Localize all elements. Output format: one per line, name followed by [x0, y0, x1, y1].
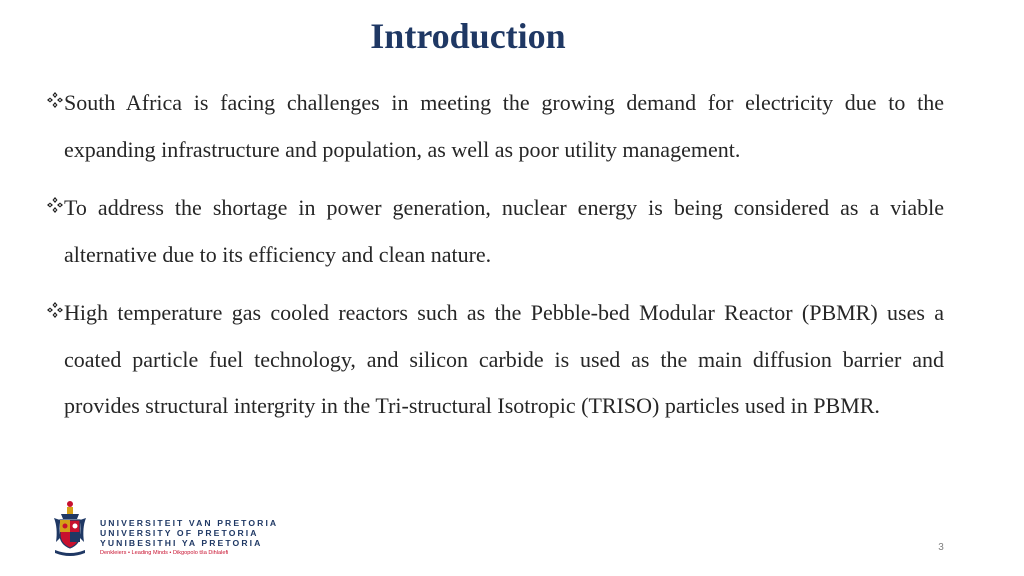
logo-line-sepedi: YUNIBESITHI YA PRETORIA [100, 538, 263, 548]
university-logo [52, 498, 279, 560]
bullet-text: South Africa is facing challenges in meeting the growing demand for electricity due to the expanding infrastructure and population, as well as poor utility management. [64, 90, 944, 162]
logo-line-afrikaans: UNIVERSITEIT VAN PRETORIA [100, 518, 279, 528]
four-diamond-icon [46, 196, 64, 214]
bullet-text: To address the shortage in power generation, nuclear energy is being considered as a viable alternative due to its efficiency and clean nature. [64, 195, 944, 267]
bullet-text: High temperature gas cooled reactors such as the Pebble-bed Modular Reactor (PBMR) uses a coated particle fuel technology, and silicon carbide is used as the main diffusion barrier and provides structural intergrity in the Tri-structural Isotropic (TRISO) particles used in PBMR. [64, 300, 944, 418]
page-number: 3 [938, 542, 944, 553]
slide-title: Introduction [370, 16, 566, 56]
bullet-list [46, 80, 944, 442]
bullet-item [46, 80, 944, 173]
bullet-item [46, 290, 944, 430]
university-crest-icon [52, 498, 88, 558]
logo-text [100, 518, 279, 557]
four-diamond-icon [46, 91, 64, 109]
logo-line-english: UNIVERSITY OF PRETORIA [100, 528, 259, 538]
logo-tagline: Denkleiers • Leading Minds • Dikgopolo tša Dihlalefi [100, 550, 229, 556]
four-diamond-icon [46, 301, 64, 319]
bullet-item [46, 185, 944, 278]
